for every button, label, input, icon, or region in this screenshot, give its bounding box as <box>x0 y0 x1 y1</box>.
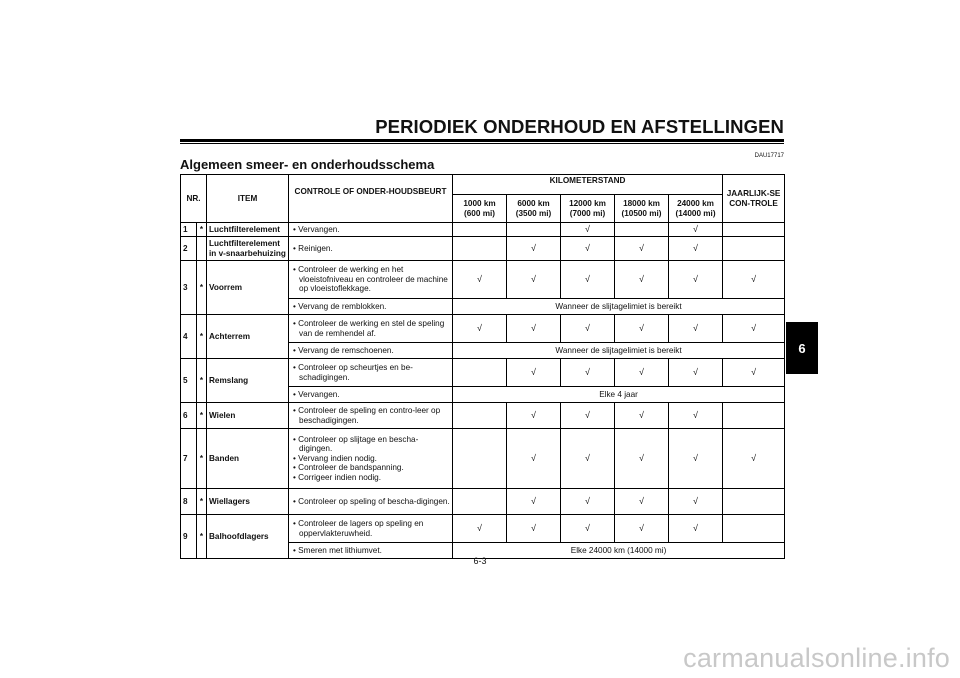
check-mark: √ <box>531 522 536 533</box>
table-row <box>181 237 785 261</box>
check-cell <box>561 315 615 343</box>
check-mark: √ <box>693 223 698 234</box>
control-bullet: • Corrigeer indien nodig. <box>293 472 381 482</box>
row-control <box>289 515 453 543</box>
check-mark: √ <box>477 522 482 533</box>
row-number: 8 <box>181 489 197 515</box>
check-cell <box>561 237 615 261</box>
check-cell <box>561 403 615 429</box>
mi-value: (14000 mi) <box>675 208 716 218</box>
row-number: 5 <box>181 359 197 403</box>
header-kilometerstand: KILOMETERSTAND <box>453 175 723 195</box>
km-value: 18000 km <box>623 198 660 208</box>
check-cell <box>615 237 669 261</box>
check-cell <box>507 403 561 429</box>
control-bullet: • Controleer op speling of bescha-digingen. <box>293 496 450 506</box>
check-mark: √ <box>585 409 590 420</box>
header-control: CONTROLE OF ONDER-HOUDSBEURT <box>289 175 453 223</box>
page-number: 6-3 <box>473 556 487 566</box>
check-mark: √ <box>751 366 757 377</box>
check-cell <box>615 403 669 429</box>
check-mark: √ <box>531 322 536 333</box>
control-bullet: • Vervangen. <box>293 389 340 399</box>
header-km-3 <box>615 195 669 223</box>
check-mark: √ <box>751 273 757 284</box>
check-mark: √ <box>639 522 644 533</box>
check-cell <box>723 403 785 429</box>
row-number: 9 <box>181 515 197 559</box>
row-item: Banden <box>207 429 289 489</box>
interval-text: Wanneer de slijtagelimiet is bereikt <box>453 299 785 315</box>
interval-text: Elke 24000 km (14000 mi) <box>453 543 785 559</box>
check-mark: √ <box>585 223 590 234</box>
interval-text: Elke 4 jaar <box>453 387 785 403</box>
chapter-tab[interactable]: 6 <box>786 322 818 374</box>
row-number: 2 <box>181 237 197 261</box>
check-cell <box>453 403 507 429</box>
control-bullet: • Controleer de werking en het vloeistofniveau en controleer de machine op vloeistoflekkage. <box>293 265 448 294</box>
row-control <box>289 387 453 403</box>
check-cell <box>453 429 507 489</box>
check-mark: √ <box>639 495 644 506</box>
row-control <box>289 489 453 515</box>
check-mark: √ <box>585 242 590 253</box>
row-control <box>289 359 453 387</box>
check-mark: √ <box>477 273 482 284</box>
page-title: PERIODIEK ONDERHOUD EN AFSTELLINGEN <box>375 116 784 137</box>
row-asterisk: * <box>197 261 207 315</box>
control-bullet: • Controleer de speling en contro-leer op beschadigingen. <box>293 405 441 425</box>
check-cell <box>507 489 561 515</box>
row-item: Luchtfilterelement <box>207 223 289 237</box>
header-km-2 <box>561 195 615 223</box>
check-cell <box>561 489 615 515</box>
check-mark: √ <box>693 409 698 420</box>
check-cell <box>669 261 723 299</box>
check-mark: √ <box>693 522 698 533</box>
check-cell <box>669 223 723 237</box>
check-mark: √ <box>639 452 644 463</box>
interval-text: Wanneer de slijtagelimiet is bereikt <box>453 343 785 359</box>
check-mark: √ <box>531 242 536 253</box>
check-cell <box>669 403 723 429</box>
row-asterisk: * <box>197 223 207 237</box>
check-cell <box>615 359 669 387</box>
check-mark: √ <box>531 273 536 284</box>
header-km-0 <box>453 195 507 223</box>
header-item: ITEM <box>207 175 289 223</box>
row-item: Wiellagers <box>207 489 289 515</box>
check-mark: √ <box>639 409 644 420</box>
check-mark: √ <box>639 322 644 333</box>
check-mark: √ <box>751 322 757 333</box>
check-cell <box>723 223 785 237</box>
check-cell <box>507 261 561 299</box>
check-mark: √ <box>531 366 536 377</box>
check-mark: √ <box>751 452 757 463</box>
check-cell <box>669 429 723 489</box>
row-item: Achterrem <box>207 315 289 359</box>
check-cell <box>615 315 669 343</box>
row-control <box>289 343 453 359</box>
check-mark: √ <box>693 242 698 253</box>
control-bullet: • Controleer de lagers op speling en oppervlakteruwheid. <box>293 518 424 538</box>
check-mark: √ <box>693 495 698 506</box>
check-mark: √ <box>531 409 536 420</box>
table-row <box>181 489 785 515</box>
km-value: 24000 km <box>677 198 714 208</box>
km-value: 12000 km <box>569 198 606 208</box>
row-control <box>289 403 453 429</box>
row-asterisk: * <box>197 359 207 403</box>
row-control <box>289 315 453 343</box>
check-mark: √ <box>477 322 482 333</box>
check-cell <box>615 261 669 299</box>
row-asterisk: * <box>197 403 207 429</box>
check-cell <box>507 429 561 489</box>
row-item: Wielen <box>207 403 289 429</box>
check-mark: √ <box>639 366 644 377</box>
header-km-4 <box>669 195 723 223</box>
check-cell <box>615 515 669 543</box>
check-cell <box>561 261 615 299</box>
check-cell <box>507 237 561 261</box>
check-cell <box>723 315 785 343</box>
check-cell <box>507 515 561 543</box>
row-item: Luchtfilterelement in v-snaarbehuizing <box>207 237 289 261</box>
row-number: 7 <box>181 429 197 489</box>
row-asterisk <box>197 237 207 261</box>
check-cell <box>723 489 785 515</box>
check-cell <box>453 261 507 299</box>
check-cell <box>561 359 615 387</box>
check-cell <box>669 237 723 261</box>
check-mark: √ <box>531 495 536 506</box>
check-cell <box>669 315 723 343</box>
row-control <box>289 429 453 489</box>
check-mark: √ <box>639 242 644 253</box>
check-cell <box>453 315 507 343</box>
table-row <box>181 429 785 489</box>
table-row <box>181 515 785 543</box>
row-number: 4 <box>181 315 197 359</box>
check-cell <box>723 515 785 543</box>
check-mark: √ <box>585 452 590 463</box>
check-cell <box>561 223 615 237</box>
title-rule-thin <box>180 143 784 144</box>
km-value: 1000 km <box>463 198 496 208</box>
check-mark: √ <box>693 322 698 333</box>
check-cell <box>561 429 615 489</box>
check-cell <box>723 429 785 489</box>
check-mark: √ <box>585 322 590 333</box>
check-mark: √ <box>693 366 698 377</box>
check-mark: √ <box>531 452 536 463</box>
mi-value: (3500 mi) <box>515 208 552 218</box>
check-cell <box>615 429 669 489</box>
section-title: Algemeen smeer- en onderhoudsschema <box>180 157 435 172</box>
header-nr: NR. <box>181 175 207 223</box>
check-cell <box>507 359 561 387</box>
control-bullet: • Controleer op slijtage en bescha-digingen. <box>293 434 419 454</box>
control-bullet: • Vervang de remschoenen. <box>293 345 394 355</box>
row-item: Remslang <box>207 359 289 403</box>
mi-value: (600 mi) <box>464 208 495 218</box>
check-cell <box>615 489 669 515</box>
table-row <box>181 223 785 237</box>
table-row <box>181 315 785 343</box>
row-asterisk: * <box>197 429 207 489</box>
check-cell <box>669 515 723 543</box>
check-cell <box>723 237 785 261</box>
header-km-1 <box>507 195 561 223</box>
check-mark: √ <box>639 273 644 284</box>
control-bullet: • Controleer de werking en stel de speling van de remhendel af. <box>293 318 445 338</box>
mi-value: (10500 mi) <box>621 208 662 218</box>
km-value: 6000 km <box>517 198 550 208</box>
control-bullet: • Reinigen. <box>293 243 333 253</box>
row-item: Voorrem <box>207 261 289 315</box>
check-cell <box>453 515 507 543</box>
check-mark: √ <box>585 273 590 284</box>
check-cell <box>507 223 561 237</box>
check-cell <box>723 261 785 299</box>
watermark: carmanualsonline.info <box>683 643 950 673</box>
document-code: DAU17717 <box>754 153 784 159</box>
control-bullet: • Controleer op scheurtjes en be-schadigingen. <box>293 362 413 382</box>
check-cell <box>453 237 507 261</box>
maintenance-schedule-table <box>180 174 785 559</box>
row-number: 6 <box>181 403 197 429</box>
check-mark: √ <box>585 495 590 506</box>
check-cell <box>453 223 507 237</box>
row-control <box>289 299 453 315</box>
row-asterisk: * <box>197 315 207 359</box>
check-cell <box>561 515 615 543</box>
row-asterisk: * <box>197 515 207 559</box>
check-mark: √ <box>693 452 698 463</box>
check-cell <box>669 489 723 515</box>
check-cell <box>507 315 561 343</box>
row-control <box>289 223 453 237</box>
row-control <box>289 261 453 299</box>
row-asterisk: * <box>197 489 207 515</box>
row-number: 3 <box>181 261 197 315</box>
check-cell <box>669 359 723 387</box>
check-cell <box>723 359 785 387</box>
check-cell <box>453 359 507 387</box>
row-control <box>289 237 453 261</box>
row-number: 1 <box>181 223 197 237</box>
mi-value: (7000 mi) <box>569 208 606 218</box>
table-row <box>181 261 785 299</box>
check-mark: √ <box>585 522 590 533</box>
check-cell <box>615 223 669 237</box>
control-bullet: • Vervang de remblokken. <box>293 301 387 311</box>
table-row <box>181 359 785 387</box>
table-row <box>181 403 785 429</box>
check-cell <box>453 489 507 515</box>
header-annual: JAARLIJK-SE CON-TROLE <box>723 175 785 223</box>
control-bullet: • Vervangen. <box>293 224 340 234</box>
check-mark: √ <box>693 273 698 284</box>
row-item: Balhoofdlagers <box>207 515 289 559</box>
control-bullet: • Controleer de bandspanning. <box>293 463 404 473</box>
control-bullet: • Smeren met lithiumvet. <box>293 545 382 555</box>
check-mark: √ <box>585 366 590 377</box>
title-rule <box>180 139 784 142</box>
control-bullet: • Vervang indien nodig. <box>293 453 377 463</box>
